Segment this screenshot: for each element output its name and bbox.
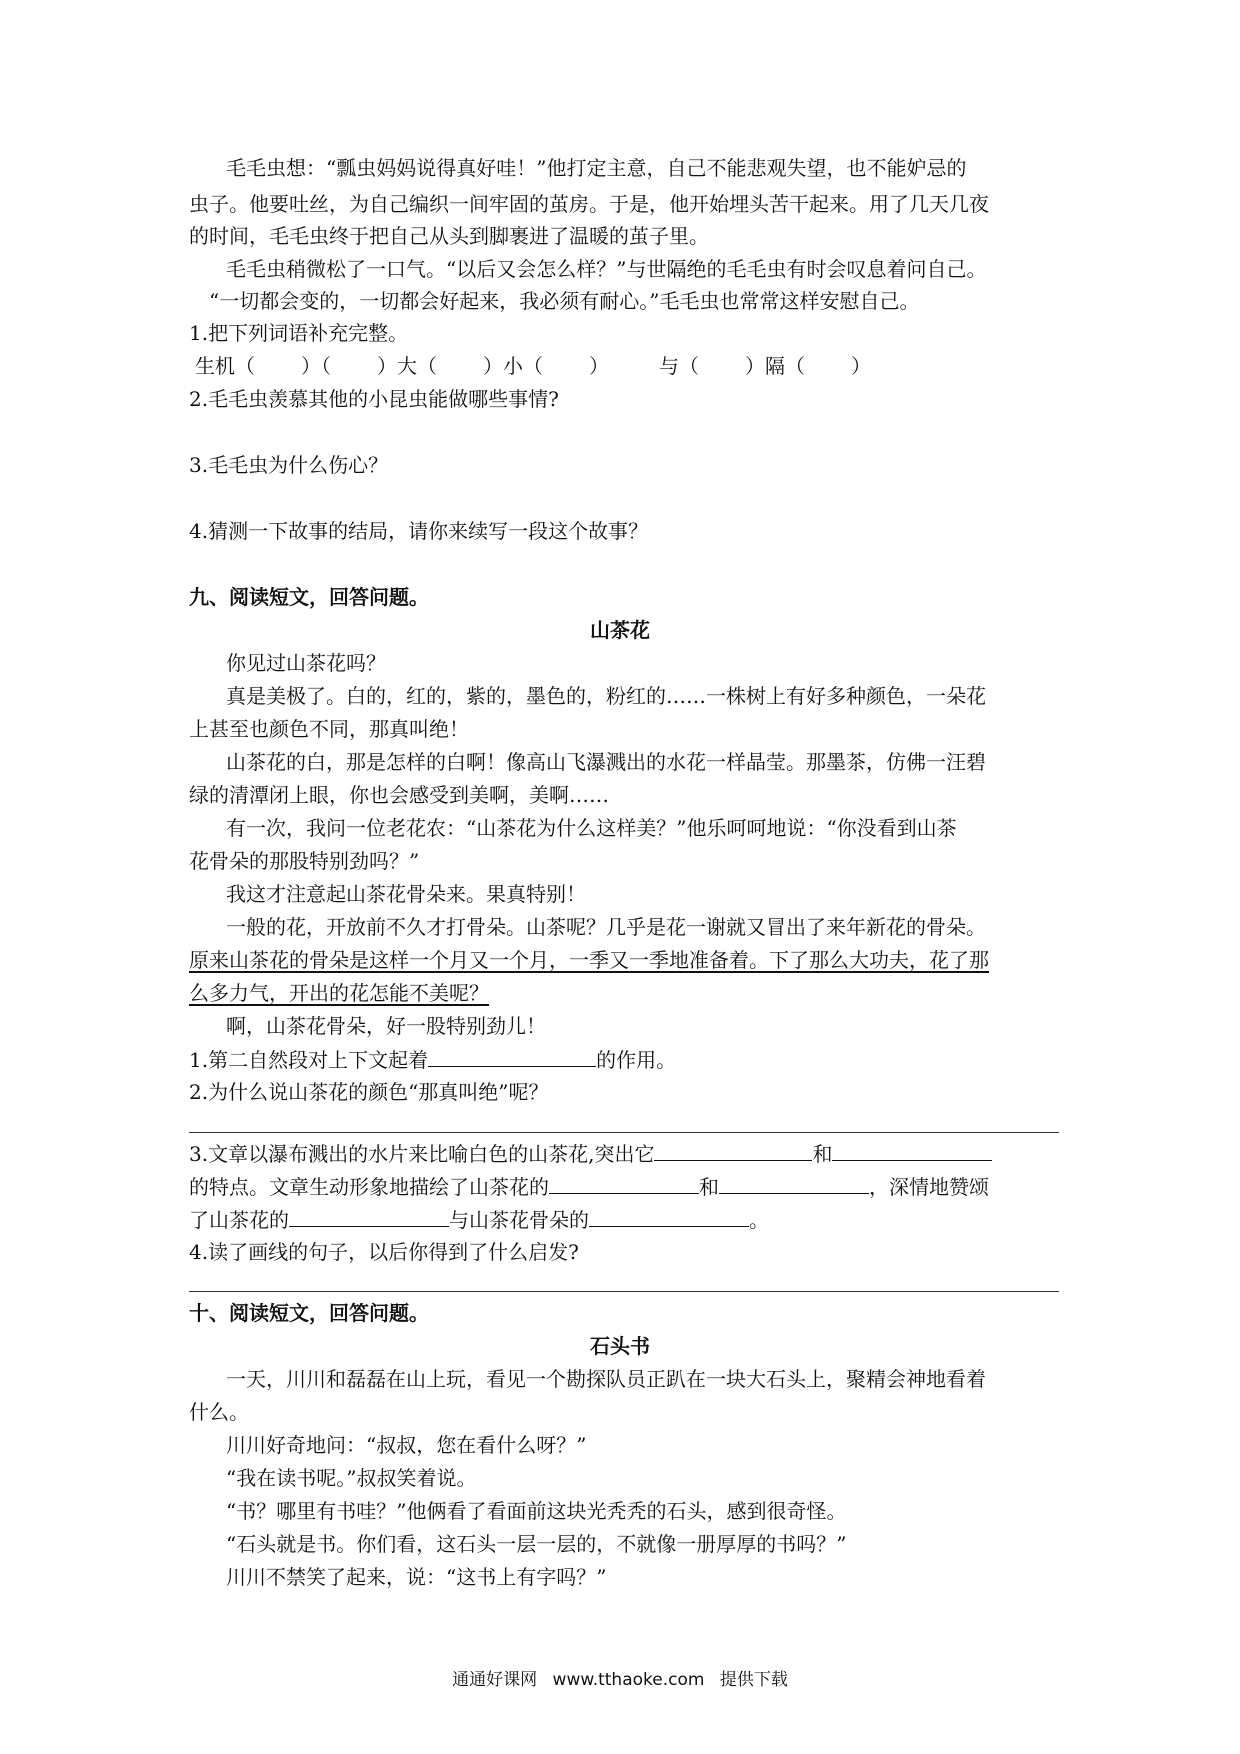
word-fill-part: ）（ xyxy=(301,354,331,378)
answer-blank[interactable] xyxy=(654,1140,812,1161)
word-fill-part: ）大（ xyxy=(377,354,437,378)
paragraph-line: 什么。 xyxy=(189,1400,249,1424)
page-footer xyxy=(0,1665,1240,1690)
question-1 xyxy=(189,1046,676,1073)
answer-blank[interactable] xyxy=(428,1046,596,1067)
question-3 xyxy=(189,1140,992,1167)
paragraph-line: “一切都会变的，一切都会好起来，我必须有耐心。”毛毛虫也常常这样安慰自己。 xyxy=(209,289,920,313)
passage-title: 山茶花 xyxy=(590,618,650,642)
question-text: 的特点。文章生动形象地描绘了山茶花的 xyxy=(189,1175,549,1199)
paragraph-line: “书？哪里有书哇？”他俩看了看面前这块光秃秃的石头，感到很奇怪。 xyxy=(226,1499,847,1523)
footer-site-name: 通通好课网 xyxy=(452,1670,538,1690)
paragraph-line: 真是美极了。白的，红的，紫的，墨色的，粉红的……一株树上有好多种颜色，一朵花 xyxy=(226,684,986,708)
question-text: 1.第二自然段对上下文起着 xyxy=(189,1048,429,1072)
answer-line[interactable] xyxy=(189,1132,1059,1133)
answer-blank[interactable] xyxy=(832,1140,992,1161)
section-heading: 十、阅读短文，回答问题。 xyxy=(189,1301,429,1325)
paragraph-line: “石头就是书。你们看，这石头一层一层的，不就像一册厚厚的书吗？” xyxy=(226,1532,847,1556)
word-fill-row xyxy=(195,353,895,379)
paragraph-line: 上甚至也颜色不同，那真叫绝！ xyxy=(189,717,469,741)
question-text: 和 xyxy=(699,1175,719,1199)
paragraph-line: 虫子。他要吐丝，为自己编织一间牢固的茧房。于是，他开始埋头苦干起来。用了几天几夜 xyxy=(189,192,989,216)
footer-url[interactable]: www.tthaoke.com xyxy=(552,1670,705,1690)
passage-title: 石头书 xyxy=(590,1334,650,1358)
paragraph-line: 毛毛虫想：“瓢虫妈妈说得真好哇！”他打定主意，自己不能悲观失望，也不能妒忌的 xyxy=(226,156,967,180)
paragraph-line: 毛毛虫稍微松了一口气。“以后又会怎么样？”与世隔绝的毛毛虫有时会叹息着问自己。 xyxy=(226,257,987,281)
paragraph-line: 川川好奇地问：“叔叔，您在看什么呀？” xyxy=(226,1433,587,1457)
question-4: 4.读了画线的句子，以后你得到了什么启发? xyxy=(189,1240,579,1264)
question-text: 和 xyxy=(812,1142,833,1166)
question-text: 与山茶花骨朵的 xyxy=(449,1208,589,1232)
answer-blank[interactable] xyxy=(589,1206,749,1227)
paragraph-line: 一天，川川和磊磊在山上玩，看见一个勘探队员正趴在一块大石头上，聚精会神地看着 xyxy=(226,1367,986,1391)
question-text: 了山茶花的 xyxy=(189,1208,289,1232)
answer-blank[interactable] xyxy=(289,1206,449,1227)
word-fill-part: 生机（ xyxy=(195,354,255,378)
question-text: ，深情地赞颂 xyxy=(869,1175,989,1199)
paragraph-line: 你见过山茶花吗？ xyxy=(226,651,386,675)
question-3-cont xyxy=(189,1206,769,1233)
underlined-sentence-line: 原来山茶花的骨朵是这样一个月又一个月，一季又一季地准备着。下了那么大功夫，花了那 xyxy=(189,948,989,972)
word-fill-part: ） xyxy=(589,354,609,378)
question-2: 2.毛毛虫羡慕其他的小昆虫能做哪些事情? xyxy=(189,387,559,411)
word-fill-part: 与（ xyxy=(659,354,699,378)
answer-blank[interactable] xyxy=(549,1173,699,1194)
paragraph-line: 一般的花，开放前不久才打骨朵。山茶呢？几乎是花一谢就又冒出了来年新花的骨朵。 xyxy=(226,915,986,939)
section-heading: 九、阅读短文，回答问题。 xyxy=(189,585,429,609)
word-fill-part: ）隔（ xyxy=(745,354,805,378)
underlined-sentence-line: 么多力气，开出的花怎能不美呢？ xyxy=(189,981,489,1005)
question-text: 。 xyxy=(749,1208,769,1232)
question-4: 4.猜测一下故事的结局，请你来续写一段这个故事？ xyxy=(189,519,649,543)
paragraph-line: 川川不禁笑了起来，说：“这书上有字吗？” xyxy=(226,1565,607,1589)
question-text: 的作用。 xyxy=(596,1048,677,1072)
question-3-cont xyxy=(189,1173,989,1200)
paragraph-line: 花骨朵的那股特别劲吗？” xyxy=(189,849,420,873)
word-fill-part: ） xyxy=(851,354,871,378)
paragraph-line: “我在读书呢。”叔叔笑着说。 xyxy=(226,1466,477,1490)
question-text: 3.文章以瀑布溅出的水片来比喻白色的山茶花,突出它 xyxy=(189,1142,655,1166)
footer-note: 提供下载 xyxy=(719,1670,788,1690)
answer-blank[interactable] xyxy=(719,1173,869,1194)
paragraph-line: 有一次，我问一位老花农：“山茶花为什么这样美？”他乐呵呵地说：“你没看到山茶 xyxy=(226,816,957,840)
question-2: 2.为什么说山茶花的颜色“那真叫绝”呢？ xyxy=(189,1080,549,1104)
paragraph-line: 的时间，毛毛虫终于把自己从头到脚裹进了温暖的茧子里。 xyxy=(189,224,709,248)
paragraph-line: 绿的清潭闭上眼，你也会感受到美啊，美啊…… xyxy=(189,783,609,807)
paragraph-line: 啊，山茶花骨朵，好一股特别劲儿！ xyxy=(226,1014,546,1038)
word-fill-part: ）小（ xyxy=(483,354,543,378)
paragraph-line: 山茶花的白，那是怎样的白啊！像高山飞瀑溅出的水花一样晶莹。那墨茶，仿佛一汪碧 xyxy=(226,750,986,774)
paragraph-line: 我这才注意起山茶花骨朵来。果真特别！ xyxy=(226,882,586,906)
answer-line[interactable] xyxy=(189,1291,1059,1292)
question-3: 3.毛毛虫为什么伤心？ xyxy=(189,453,389,477)
question-1: 1.把下列词语补充完整。 xyxy=(189,321,409,345)
